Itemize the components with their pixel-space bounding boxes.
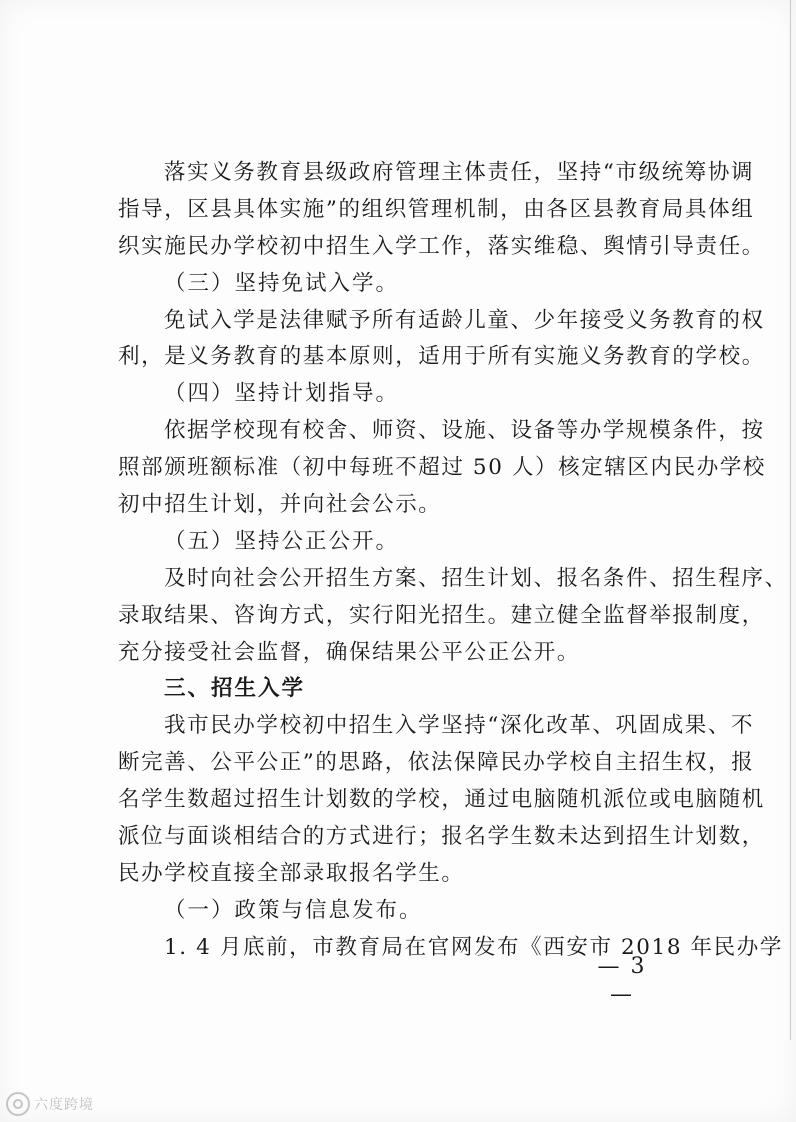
- body-text: [118, 155, 788, 967]
- paragraph-line: 名学生数超过招生计划数的学校，通过电脑随机派位或电脑随机: [118, 787, 765, 813]
- paragraph-line: 充分接受社会监督，确保结果公平公正公开。: [118, 639, 581, 665]
- paragraph-line: 断完善、公平公正”的思路，依法保障民办学校自主招生权，报: [118, 750, 755, 776]
- paragraph-line: 录取结果、咨询方式，实行阳光招生。建立健全监督举报制度，: [118, 602, 765, 628]
- section-subheading: （四）坚持计划指导。: [164, 381, 400, 407]
- watermark-text: 六度跨境: [34, 1097, 94, 1113]
- paragraph-line: 织实施民办学校初中招生入学工作，落实维稳、舆情引导责任。: [118, 233, 765, 259]
- watermark-logo-icon: [6, 1092, 30, 1116]
- paragraph-line: 照部颁班额标准（初中每班不超过 50 人）核定辖区内民办学校: [118, 455, 767, 481]
- paragraph-line: 我市民办学校初中招生入学坚持“深化改革、巩固成果、不: [164, 713, 755, 739]
- scan-edge-line: [790, 0, 791, 1040]
- paragraph-line: 1. 4 月底前，市教育局在官网发布《西安市 2018 年民办学: [164, 934, 783, 960]
- paragraph-line: 派位与面谈相结合的方式进行；报名学生数未达到招生计划数，: [118, 824, 765, 850]
- section-subheading: （五）坚持公正公开。: [164, 528, 400, 554]
- section-subheading: （一）政策与信息发布。: [164, 897, 423, 923]
- paragraph-line: 落实义务教育县级政府管理主体责任，坚持“市级统筹协调: [164, 160, 755, 185]
- page-number: — 3 —: [597, 954, 647, 1007]
- paragraph-line: 初中招生计划，并向社会公示。: [118, 492, 442, 518]
- section-heading: 三、招生入学: [164, 676, 306, 702]
- paragraph-line: 免试入学是法律赋予所有适龄儿童、少年接受义务教育的权: [164, 307, 765, 333]
- paragraph-line: 依据学校现有校舍、师资、设施、设备等办学规模条件，按: [164, 418, 765, 444]
- watermark: [6, 1092, 94, 1116]
- section-subheading: （三）坚持免试入学。: [164, 270, 400, 296]
- paragraph-line: 及时向社会公开招生方案、招生计划、报名条件、招生程序、: [164, 565, 788, 591]
- paragraph-line: 指导，区县具体实施”的组织管理机制，由各区县教育局具体组: [118, 196, 755, 222]
- paragraph-line: 利，是义务教育的基本原则，适用于所有实施义务教育的学校。: [118, 344, 765, 370]
- paragraph-line: 民办学校直接全部录取报名学生。: [118, 860, 465, 886]
